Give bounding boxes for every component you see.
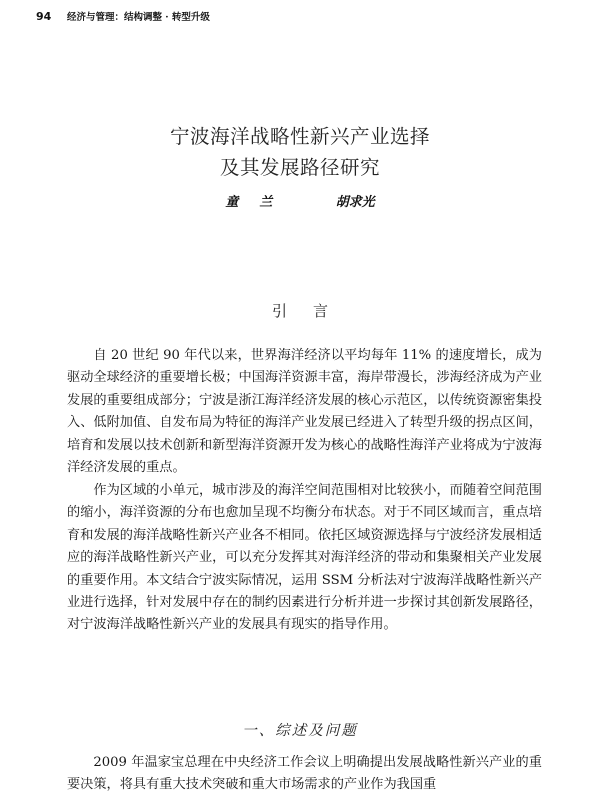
author-name: 胡求光 — [335, 195, 375, 210]
page-number: 94 — [36, 10, 52, 23]
article-title-line-2: 及其发展路径研究 — [219, 156, 380, 179]
author-list — [0, 191, 600, 210]
author-name: 童 兰 — [225, 195, 273, 210]
section-heading-intro: 引言 — [271, 302, 354, 320]
article-title-line-1: 宁波海洋战略性新兴产业选择 — [169, 125, 430, 148]
running-head — [36, 9, 210, 23]
journal-title: 经济与管理：结构调整 · 转型升级 — [66, 12, 210, 23]
body-paragraph: 自 20 世纪 90 年代以来，世界海洋经济以平均每年 11% 的速度增长，成为驱动全球经济的重要增长极；中国海洋资源丰富，海岸带漫长，涉海经济成为产业发展的重要组成部分；宁波是浙江海洋经济发展的核心示范区，以传统资源密集投入、低附加值、自发布局为特征的海洋产业发展已经进入了转型升级的拐点区间，培育和发展以技术创新和新型海洋资源开发为核心的战略性海洋产业将成为宁波海洋经济发展的重点。 — [67, 348, 542, 476]
body-paragraph: 作为区域的小单元，城市涉及的海洋空间范围相对比较狭小，而随着空间范围的缩小，海洋资源的分布也愈加呈现不均衡分布状态。对于不同区域而言，重点培育和发展的海洋战略性新兴产业各不相同。依托区域资源选择与宁波经济发展相适应的海洋战略性新兴产业，可以充分发挥其对海洋经济的带动和集聚相关产业发展的重要作用。本文结合宁波实际情况，运用 SSM 分析法对宁波海洋战略性新兴产业进行选择，针对发展中存在的制约因素进行分析并进一步探讨其创新发展路径，对宁波海洋战略性新兴产业的发展具有现实的指导作用。 — [67, 483, 542, 633]
section-heading-overview: 一、综述及问题 — [242, 723, 358, 739]
body-paragraph: 2009 年温家宝总理在中央经济工作会议上明确提出发展战略性新兴产业的重要决策，将具有重大技术突破和重大市场需求的产业作为我国重 — [67, 755, 542, 793]
